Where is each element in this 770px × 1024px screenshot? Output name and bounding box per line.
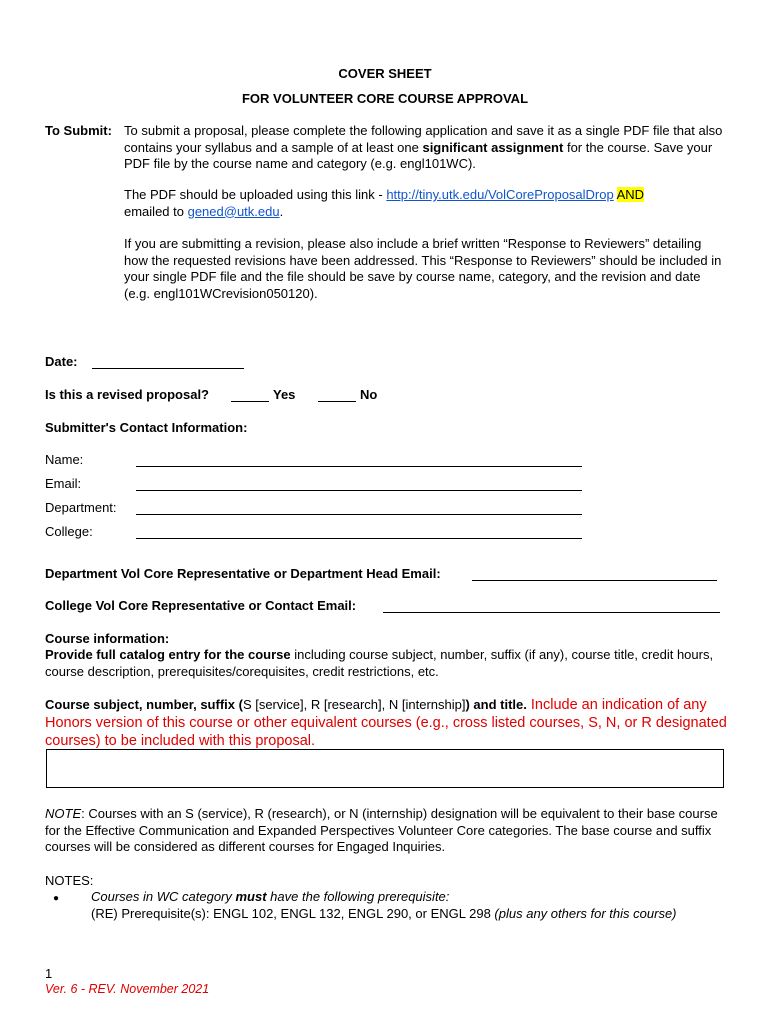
significant-assignment-text: significant assignment [422,139,564,155]
proposal-drop-link[interactable]: http://tiny.utk.edu/VolCoreProposalDrop [386,187,614,202]
course-info-paragraph: Provide full catalog entry for the course including course subject, number, suffix (if any), course title, credit hours, course description, prerequisites/corequisites, credit restrictions, etc. [45,647,714,679]
note-paragraph: NOTE: Courses with an S (service), R (research), or N (internship) designation will be equivalent to their base course for the Effective Communication and Expanded Perspectives Volunteer Core categories. The base course and suffix courses will be considered as different courses for Engaged Inquiries. [45,806,718,854]
course-info-heading: Course information: [45,631,170,646]
email-label: Email: [45,476,82,491]
submit-paragraph-3: If you are submitting a revision, please also include a brief written “Response to Reviewers” detailing how the requested revisions have been addressed. This “Response to Reviewers” should be included in your single PDF file and the file should be save by course name, category, and the revision and date (e.g. engl101WCrevision050120). [124,236,722,301]
department-label: Department: [45,500,117,515]
notes-heading: NOTES: [45,873,94,888]
department-field[interactable] [136,502,582,515]
version-text: Ver. 6 - REV. November 2021 [45,982,210,996]
revised-question: Is this a revised proposal? [45,387,209,402]
revised-no-label: No [360,387,378,402]
title-line-2: FOR VOLUNTEER CORE COURSE APPROVAL [241,91,529,106]
submit-paragraph-2: The PDF should be uploaded using this link - http://tiny.utk.edu/VolCoreProposalDrop AND emailed to gened@utk.edu. [124,187,645,219]
name-label: Name: [45,452,84,467]
email-field[interactable] [136,478,582,491]
title-line-1: COVER SHEET [338,66,432,81]
college-rep-email-field[interactable] [383,600,720,613]
course-subject-input-box[interactable] [46,749,724,788]
page-number: 1 [45,966,53,981]
revised-yes-label: Yes [273,387,296,402]
college-rep-label: College Vol Core Representative or Contact Email: [45,598,357,613]
to-submit-label: To Submit: [45,123,112,138]
note-label: NOTE [45,806,82,821]
college-label: College: [45,524,93,539]
submit-paragraph-1: To submit a proposal, please complete the following application and save it as a single PDF file that also contains your syllabus and a sample of at least one significant assignment for the course. Save your PDF file by the course name and category (e.g. engl101WC). [124,123,723,171]
dept-rep-label: Department Vol Core Representative or Department Head Email: [45,566,441,581]
notes-bullet-item: ● Courses in WC category must have the following prerequisite: [45,889,735,908]
contact-heading: Submitter's Contact Information: [45,420,248,435]
date-field[interactable] [92,356,244,369]
name-field[interactable] [136,454,582,467]
gened-email-link[interactable]: gened@utk.edu [187,203,280,219]
prerequisite-line: (RE) Prerequisite(s): ENGL 102, ENGL 132, ENGL 290, or ENGL 298 (plus any others for this course) [91,906,677,921]
dept-rep-email-field[interactable] [472,568,717,581]
revised-no-blank[interactable] [318,389,356,402]
and-highlight: AND [616,187,645,202]
honors-instruction-text: Include an indication of any Honors version of this course or other equivalent courses (e.g., cross listed courses, S, N, or R designated courses) to be included with this proposal. [45,697,727,749]
college-field[interactable] [136,526,582,539]
bullet-icon: ● [53,893,60,904]
revised-yes-blank[interactable] [231,389,269,402]
subject-instructions: Course subject, number, suffix (S [service], R [research], N [internship]) and title. Include an indication of any Honors version of this course or other equivalent courses (e.g., cross listed courses, S, N, or R designated courses) to be included with this proposal. [45,697,727,749]
date-label: Date: [45,354,78,369]
